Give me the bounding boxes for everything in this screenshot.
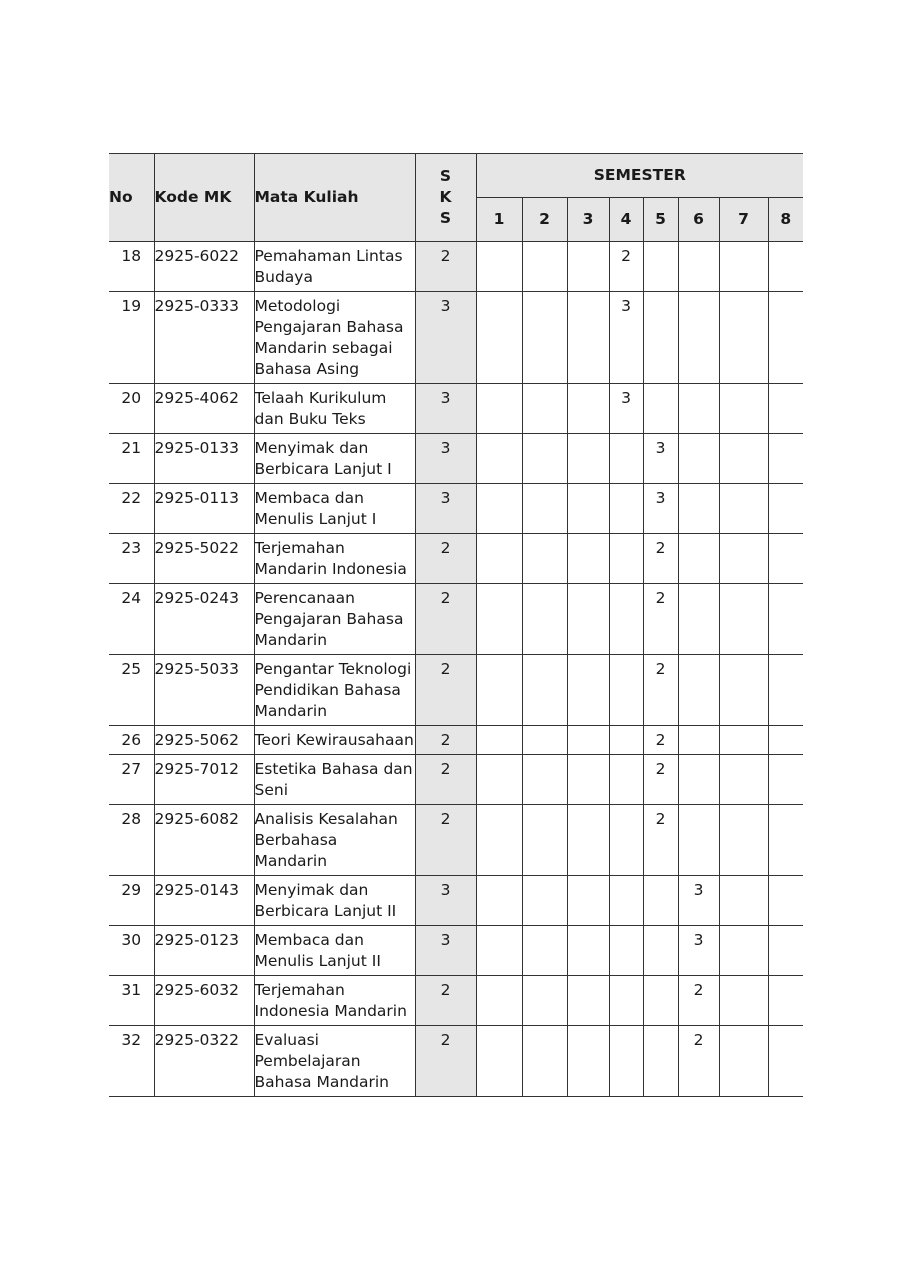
semester-2-cell <box>522 484 567 534</box>
semester-1-cell <box>476 584 522 655</box>
semester-7-cell <box>719 726 768 755</box>
header-sks-letter: S <box>439 209 452 227</box>
semester-6-cell <box>678 434 719 484</box>
row-number: 25 <box>109 655 154 726</box>
semester-5-cell: 2 <box>643 805 678 876</box>
semester-7-cell <box>719 534 768 584</box>
row-number: 29 <box>109 876 154 926</box>
course-name: Menyimak dan Berbicara Lanjut I <box>254 434 415 484</box>
course-name: Perencanaan Pengajaran Bahasa Mandarin <box>254 584 415 655</box>
semester-3-cell <box>567 384 609 434</box>
header-semester-5: 5 <box>643 198 678 242</box>
semester-4-cell <box>609 1026 643 1097</box>
course-sks: 2 <box>415 242 476 292</box>
semester-8-cell <box>768 976 803 1026</box>
semester-6-cell <box>678 384 719 434</box>
semester-5-cell: 2 <box>643 655 678 726</box>
semester-1-cell <box>476 726 522 755</box>
table-row <box>109 434 803 484</box>
semester-6-cell <box>678 755 719 805</box>
semester-3-cell <box>567 434 609 484</box>
course-name: Evaluasi Pembelajaran Bahasa Mandarin <box>254 1026 415 1097</box>
course-sks: 2 <box>415 726 476 755</box>
semester-3-cell <box>567 876 609 926</box>
course-code: 2925-4062 <box>154 384 254 434</box>
course-code: 2925-7012 <box>154 755 254 805</box>
course-name: Metodologi Pengajaran Bahasa Mandarin sebagai Bahasa Asing <box>254 292 415 384</box>
semester-3-cell <box>567 584 609 655</box>
semester-3-cell <box>567 805 609 876</box>
course-code: 2925-0243 <box>154 584 254 655</box>
course-code: 2925-0143 <box>154 876 254 926</box>
semester-2-cell <box>522 805 567 876</box>
course-code: 2925-0333 <box>154 292 254 384</box>
course-sks: 2 <box>415 584 476 655</box>
semester-7-cell <box>719 1026 768 1097</box>
semester-5-cell: 3 <box>643 484 678 534</box>
semester-1-cell <box>476 434 522 484</box>
course-name: Pemahaman Lintas Budaya <box>254 242 415 292</box>
header-sks-letter: K <box>439 188 452 206</box>
semester-4-cell: 2 <box>609 242 643 292</box>
course-code: 2925-0133 <box>154 434 254 484</box>
header-semester-7: 7 <box>719 198 768 242</box>
semester-1-cell <box>476 484 522 534</box>
course-code: 2925-6082 <box>154 805 254 876</box>
semester-3-cell <box>567 726 609 755</box>
table-row <box>109 926 803 976</box>
semester-7-cell <box>719 434 768 484</box>
course-table <box>109 153 803 1097</box>
semester-7-cell <box>719 242 768 292</box>
semester-6-cell <box>678 726 719 755</box>
row-number: 24 <box>109 584 154 655</box>
semester-2-cell <box>522 384 567 434</box>
semester-5-cell <box>643 1026 678 1097</box>
row-number: 23 <box>109 534 154 584</box>
semester-7-cell <box>719 876 768 926</box>
semester-5-cell <box>643 976 678 1026</box>
semester-3-cell <box>567 484 609 534</box>
course-sks: 3 <box>415 434 476 484</box>
semester-1-cell <box>476 292 522 384</box>
header-semester-4: 4 <box>609 198 643 242</box>
semester-4-cell <box>609 655 643 726</box>
course-code: 2925-0123 <box>154 926 254 976</box>
semester-3-cell <box>567 655 609 726</box>
semester-5-cell <box>643 876 678 926</box>
semester-8-cell <box>768 434 803 484</box>
semester-5-cell: 2 <box>643 534 678 584</box>
row-number: 32 <box>109 1026 154 1097</box>
semester-5-cell <box>643 292 678 384</box>
semester-5-cell: 2 <box>643 726 678 755</box>
semester-7-cell <box>719 484 768 534</box>
semester-8-cell <box>768 726 803 755</box>
table-row <box>109 805 803 876</box>
header-semester-8: 8 <box>768 198 803 242</box>
semester-2-cell <box>522 584 567 655</box>
semester-7-cell <box>719 755 768 805</box>
course-code: 2925-0322 <box>154 1026 254 1097</box>
course-name: Telaah Kurikulum dan Buku Teks <box>254 384 415 434</box>
semester-8-cell <box>768 484 803 534</box>
header-semester-6: 6 <box>678 198 719 242</box>
semester-4-cell <box>609 876 643 926</box>
semester-8-cell <box>768 805 803 876</box>
semester-8-cell <box>768 292 803 384</box>
table-row <box>109 242 803 292</box>
course-name: Pengantar Teknologi Pendidikan Bahasa Mandarin <box>254 655 415 726</box>
course-sks: 2 <box>415 805 476 876</box>
semester-5-cell <box>643 384 678 434</box>
course-code: 2925-5033 <box>154 655 254 726</box>
table-row <box>109 976 803 1026</box>
semester-7-cell <box>719 384 768 434</box>
course-name: Terjemahan Indonesia Mandarin <box>254 976 415 1026</box>
semester-8-cell <box>768 534 803 584</box>
semester-8-cell <box>768 384 803 434</box>
semester-1-cell <box>476 755 522 805</box>
course-sks: 2 <box>415 1026 476 1097</box>
semester-4-cell: 3 <box>609 292 643 384</box>
course-sks: 2 <box>415 976 476 1026</box>
semester-1-cell <box>476 534 522 584</box>
semester-6-cell: 2 <box>678 1026 719 1097</box>
semester-6-cell: 3 <box>678 876 719 926</box>
semester-6-cell: 2 <box>678 976 719 1026</box>
course-code: 2925-6032 <box>154 976 254 1026</box>
course-code: 2925-0113 <box>154 484 254 534</box>
semester-6-cell: 3 <box>678 926 719 976</box>
semester-2-cell <box>522 876 567 926</box>
table-row <box>109 755 803 805</box>
semester-2-cell <box>522 292 567 384</box>
semester-7-cell <box>719 976 768 1026</box>
semester-2-cell <box>522 1026 567 1097</box>
row-number: 30 <box>109 926 154 976</box>
semester-6-cell <box>678 805 719 876</box>
header-semester-1: 1 <box>476 198 522 242</box>
header-semester: SEMESTER <box>476 154 803 198</box>
course-name: Menyimak dan Berbicara Lanjut II <box>254 876 415 926</box>
semester-6-cell <box>678 292 719 384</box>
table-row <box>109 292 803 384</box>
semester-7-cell <box>719 584 768 655</box>
semester-3-cell <box>567 534 609 584</box>
row-number: 27 <box>109 755 154 805</box>
course-name: Membaca dan Menulis Lanjut I <box>254 484 415 534</box>
course-sks: 3 <box>415 384 476 434</box>
semester-8-cell <box>768 876 803 926</box>
semester-6-cell <box>678 242 719 292</box>
semester-5-cell: 3 <box>643 434 678 484</box>
header-semester-3: 3 <box>567 198 609 242</box>
semester-3-cell <box>567 926 609 976</box>
row-number: 28 <box>109 805 154 876</box>
semester-1-cell <box>476 805 522 876</box>
semester-4-cell <box>609 434 643 484</box>
semester-7-cell <box>719 655 768 726</box>
row-number: 26 <box>109 726 154 755</box>
course-sks: 2 <box>415 755 476 805</box>
semester-4-cell <box>609 726 643 755</box>
table-row <box>109 384 803 434</box>
semester-8-cell <box>768 1026 803 1097</box>
semester-7-cell <box>719 926 768 976</box>
semester-5-cell: 2 <box>643 755 678 805</box>
course-name: Analisis Kesalahan Berbahasa Mandarin <box>254 805 415 876</box>
semester-1-cell <box>476 384 522 434</box>
semester-2-cell <box>522 976 567 1026</box>
table-body <box>109 242 803 1097</box>
semester-5-cell <box>643 242 678 292</box>
semester-2-cell <box>522 726 567 755</box>
semester-6-cell <box>678 584 719 655</box>
course-code: 2925-5022 <box>154 534 254 584</box>
semester-3-cell <box>567 1026 609 1097</box>
table-row <box>109 655 803 726</box>
header-kode-mk: Kode MK <box>154 154 254 242</box>
semester-8-cell <box>768 755 803 805</box>
semester-3-cell <box>567 242 609 292</box>
row-number: 18 <box>109 242 154 292</box>
semester-4-cell: 3 <box>609 384 643 434</box>
course-sks: 3 <box>415 484 476 534</box>
semester-2-cell <box>522 534 567 584</box>
semester-5-cell: 2 <box>643 584 678 655</box>
semester-2-cell <box>522 755 567 805</box>
semester-4-cell <box>609 534 643 584</box>
course-code: 2925-5062 <box>154 726 254 755</box>
header-sks <box>415 154 476 242</box>
semester-3-cell <box>567 755 609 805</box>
course-name: Terjemahan Mandarin Indonesia <box>254 534 415 584</box>
table-row <box>109 534 803 584</box>
table-row <box>109 726 803 755</box>
course-name: Membaca dan Menulis Lanjut II <box>254 926 415 976</box>
header-semester-2: 2 <box>522 198 567 242</box>
semester-3-cell <box>567 292 609 384</box>
course-name: Teori Kewirausahaan <box>254 726 415 755</box>
semester-5-cell <box>643 926 678 976</box>
course-code: 2925-6022 <box>154 242 254 292</box>
table-row <box>109 876 803 926</box>
semester-2-cell <box>522 926 567 976</box>
course-sks: 3 <box>415 876 476 926</box>
table-row <box>109 1026 803 1097</box>
semester-2-cell <box>522 242 567 292</box>
semester-7-cell <box>719 292 768 384</box>
row-number: 31 <box>109 976 154 1026</box>
semester-3-cell <box>567 976 609 1026</box>
semester-4-cell <box>609 484 643 534</box>
table-row <box>109 484 803 534</box>
semester-7-cell <box>719 805 768 876</box>
semester-2-cell <box>522 655 567 726</box>
row-number: 20 <box>109 384 154 434</box>
semester-4-cell <box>609 584 643 655</box>
semester-8-cell <box>768 242 803 292</box>
course-sks: 3 <box>415 292 476 384</box>
semester-1-cell <box>476 1026 522 1097</box>
course-sks: 2 <box>415 534 476 584</box>
semester-8-cell <box>768 584 803 655</box>
course-sks: 3 <box>415 926 476 976</box>
table-row <box>109 584 803 655</box>
semester-6-cell <box>678 534 719 584</box>
semester-1-cell <box>476 655 522 726</box>
semester-6-cell <box>678 655 719 726</box>
row-number: 19 <box>109 292 154 384</box>
course-sks: 2 <box>415 655 476 726</box>
semester-4-cell <box>609 755 643 805</box>
header-mata-kuliah: Mata Kuliah <box>254 154 415 242</box>
semester-4-cell <box>609 805 643 876</box>
semester-1-cell <box>476 976 522 1026</box>
semester-4-cell <box>609 976 643 1026</box>
semester-1-cell <box>476 876 522 926</box>
semester-1-cell <box>476 926 522 976</box>
semester-6-cell <box>678 484 719 534</box>
header-sks-letter: S <box>439 167 452 185</box>
row-number: 22 <box>109 484 154 534</box>
row-number: 21 <box>109 434 154 484</box>
semester-4-cell <box>609 926 643 976</box>
course-name: Estetika Bahasa dan Seni <box>254 755 415 805</box>
semester-8-cell <box>768 655 803 726</box>
semester-8-cell <box>768 926 803 976</box>
semester-2-cell <box>522 434 567 484</box>
header-no: No <box>109 154 154 242</box>
semester-1-cell <box>476 242 522 292</box>
